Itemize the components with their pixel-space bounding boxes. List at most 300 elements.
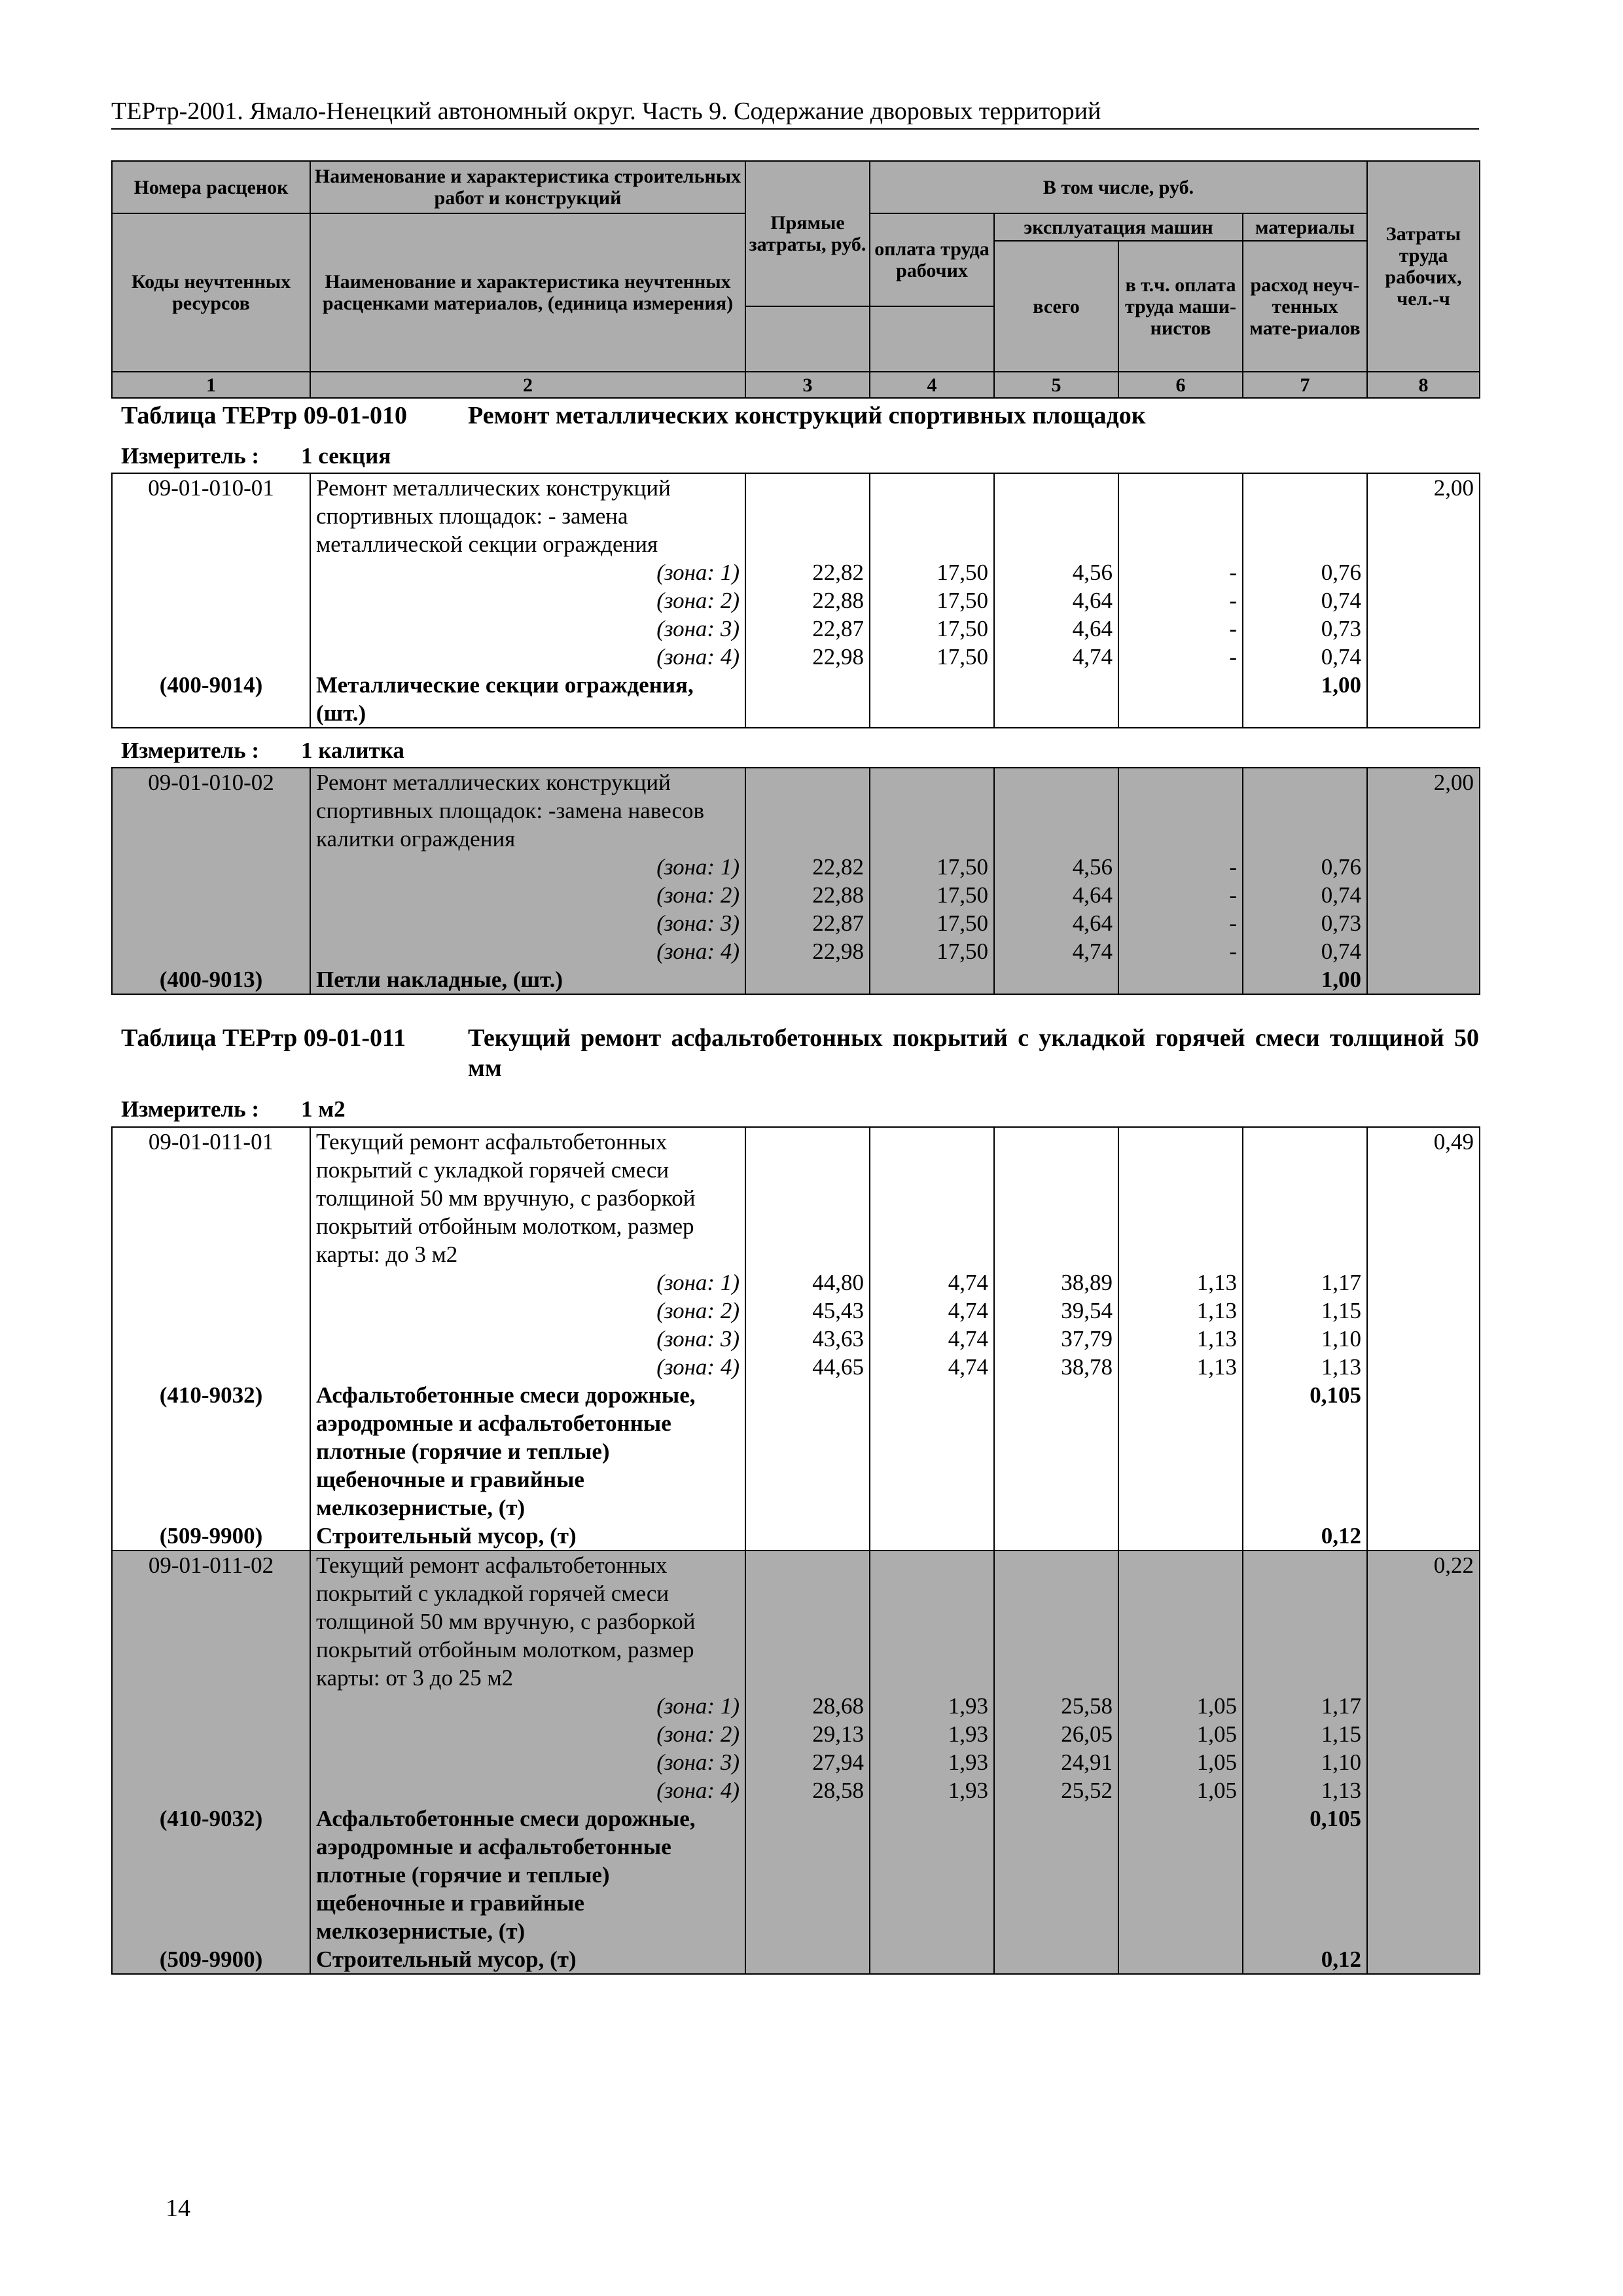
empty-cell (1367, 1325, 1480, 1353)
empty-cell (1367, 853, 1480, 881)
zone-row (112, 1748, 1480, 1776)
empty-cell (1367, 909, 1480, 937)
empty-cell (870, 768, 994, 853)
zone-row (112, 1268, 1480, 1297)
empty-cell (1367, 1381, 1480, 1522)
unit-line (121, 738, 404, 764)
zone-row (112, 1776, 1480, 1804)
col-rate-numbers: Номера расценок (112, 161, 310, 213)
unit-line (121, 1096, 346, 1122)
empty-cell (994, 1127, 1118, 1268)
direct-cost: 29,13 (745, 1720, 870, 1748)
empty-cell (870, 473, 994, 558)
unit-label: Измеритель : (121, 738, 260, 763)
empty-cell (112, 1297, 310, 1325)
empty-cell (1367, 937, 1480, 965)
empty-cell (1118, 1381, 1243, 1522)
col-number-3: 3 (745, 372, 870, 398)
materials-cost: 1,17 (1243, 1692, 1367, 1720)
empty-cell (1367, 558, 1480, 586)
table-code: Таблица ТЕРтр 09-01-010 (121, 402, 408, 429)
rate-table (111, 767, 1480, 995)
empty-cell (870, 965, 994, 994)
empty-cell (112, 1692, 310, 1720)
zone-label: (зона: 1) (310, 1268, 745, 1297)
machinists-pay: 1,05 (1118, 1776, 1243, 1804)
empty-cell (1118, 1127, 1243, 1268)
empty-cell (1367, 965, 1480, 994)
empty-cell (1118, 1551, 1243, 1692)
materials-cost: 0,73 (1243, 615, 1367, 643)
zone-row (112, 937, 1480, 965)
labor-pay: 4,74 (870, 1297, 994, 1325)
col-number-1: 1 (112, 372, 310, 398)
unit-value: 1 м2 (301, 1096, 346, 1122)
rate-name-line: калитки ограждения (316, 826, 516, 852)
machinists-pay: - (1118, 643, 1243, 671)
machines-total: 24,91 (994, 1748, 1118, 1776)
zone-row (112, 586, 1480, 615)
empty-cell (112, 643, 310, 671)
empty-cell (994, 1522, 1118, 1551)
labor-pay: 4,74 (870, 1325, 994, 1353)
col-including: В том числе, руб. (870, 161, 1367, 213)
labor-pay: 1,93 (870, 1776, 994, 1804)
col-work-name: Наименование и характеристика строительных работ и конструкций (310, 161, 745, 213)
machines-total: 4,64 (994, 909, 1118, 937)
materials-cost: 1,13 (1243, 1776, 1367, 1804)
labor-pay: 1,93 (870, 1720, 994, 1748)
resource-row (112, 1522, 1480, 1551)
resource-row (112, 1381, 1480, 1522)
empty-cell (1118, 1522, 1243, 1551)
labor-cost: 2,00 (1367, 768, 1480, 853)
empty-cell (1118, 671, 1243, 728)
resource-code: (509-9900) (112, 1522, 310, 1551)
zone-row (112, 881, 1480, 909)
rate-name-line: спортивных площадок: -замена навесов (316, 798, 705, 823)
resource-name (310, 1381, 745, 1522)
zone-label: (зона: 3) (310, 1748, 745, 1776)
empty-cell (1118, 473, 1243, 558)
zone-label: (зона: 2) (310, 1297, 745, 1325)
empty-cell (112, 881, 310, 909)
rate-name-line: спортивных площадок: - замена (316, 503, 628, 529)
empty-cell (112, 1325, 310, 1353)
direct-cost: 45,43 (745, 1297, 870, 1325)
zone-row (112, 909, 1480, 937)
rate-name-line: толщиной 50 мм вручную, с разборкой (316, 1185, 696, 1211)
direct-cost: 44,80 (745, 1268, 870, 1297)
empty-cell (745, 965, 870, 994)
empty-cell (745, 671, 870, 728)
resource-name-line: мелкозернистые, (т) (316, 1495, 526, 1520)
rate-name-line: карты: до 3 м2 (316, 1242, 458, 1267)
zone-label: (зона: 2) (310, 586, 745, 615)
labor-pay: 17,50 (870, 586, 994, 615)
direct-cost: 22,87 (745, 909, 870, 937)
machines-total: 4,74 (994, 643, 1118, 671)
labor-cost: 2,00 (1367, 473, 1480, 558)
zone-label: (зона: 3) (310, 615, 745, 643)
empty-cell (994, 1804, 1118, 1945)
col-materials-name: Наименование и характеристика неучтенных расценками материалов, (единица измерения) (310, 213, 745, 372)
empty-cell (1367, 1353, 1480, 1381)
resource-name (310, 671, 745, 728)
labor-cost: 0,22 (1367, 1551, 1480, 1692)
machinists-pay: 1,05 (1118, 1720, 1243, 1748)
empty-cell (1367, 1748, 1480, 1776)
rate-code: 09-01-011-02 (112, 1551, 310, 1692)
col-labor-costs: Затраты труда рабочих, чел.-ч (1367, 161, 1480, 372)
zone-row (112, 1353, 1480, 1381)
machines-total: 4,64 (994, 615, 1118, 643)
resource-name (310, 1804, 745, 1945)
empty-cell (745, 1551, 870, 1692)
col-labor-pay-cont (870, 306, 994, 372)
empty-cell (1367, 1268, 1480, 1297)
rate-name-line: карты: от 3 до 25 м2 (316, 1665, 514, 1691)
rate-code: 09-01-011-01 (112, 1127, 310, 1268)
resource-row (112, 671, 1480, 728)
empty-cell (870, 671, 994, 728)
resource-quantity: 1,00 (1243, 671, 1367, 728)
direct-cost: 22,87 (745, 615, 870, 643)
rate-row (112, 768, 1480, 853)
empty-cell (112, 1268, 310, 1297)
direct-cost: 22,88 (745, 881, 870, 909)
labor-pay: 4,74 (870, 1268, 994, 1297)
materials-cost: 1,13 (1243, 1353, 1367, 1381)
empty-cell (1367, 1692, 1480, 1720)
machines-total: 26,05 (994, 1720, 1118, 1748)
rate-name-line: Текущий ремонт асфальтобетонных (316, 1552, 668, 1578)
machines-total: 37,79 (994, 1325, 1118, 1353)
labor-pay: 17,50 (870, 909, 994, 937)
empty-cell (112, 1353, 310, 1381)
resource-row (112, 1945, 1480, 1974)
unit-label: Измеритель : (121, 1096, 260, 1122)
rate-name-line: металлической секции ограждения (316, 531, 658, 557)
unit-value: 1 калитка (301, 738, 404, 763)
materials-cost: 0,74 (1243, 881, 1367, 909)
materials-cost: 1,10 (1243, 1748, 1367, 1776)
table-name: Ремонт металлических конструкций спортивных площадок (468, 402, 1146, 429)
table-name: Текущий ремонт асфальтобетонных покрытий с укладкой горячей смеси толщиной 50 мм (468, 1024, 1479, 1082)
resource-row (112, 1804, 1480, 1945)
empty-cell (1367, 1945, 1480, 1974)
materials-cost: 0,74 (1243, 937, 1367, 965)
rate-name (310, 768, 745, 853)
col-machinists-pay: в т.ч. оплата труда маши-нистов (1118, 241, 1243, 372)
zone-label: (зона: 3) (310, 909, 745, 937)
materials-cost: 0,73 (1243, 909, 1367, 937)
resource-name (310, 1522, 745, 1551)
col-number-8: 8 (1367, 372, 1480, 398)
resource-name-line: Металлические секции ограждения, (316, 672, 694, 698)
rate-row (112, 1551, 1480, 1692)
materials-cost: 0,74 (1243, 586, 1367, 615)
resource-name-line: аэродромные и асфальтобетонные (316, 1410, 671, 1436)
col-number-2: 2 (310, 372, 745, 398)
labor-pay: 17,50 (870, 937, 994, 965)
zone-row (112, 1325, 1480, 1353)
zone-row (112, 853, 1480, 881)
empty-cell (1367, 1297, 1480, 1325)
column-header-table (111, 160, 1480, 399)
empty-cell (112, 1776, 310, 1804)
col-machines: эксплуатация машин (994, 213, 1243, 241)
resource-code: (509-9900) (112, 1945, 310, 1974)
zone-label: (зона: 4) (310, 937, 745, 965)
col-number-7: 7 (1243, 372, 1367, 398)
materials-cost: 1,10 (1243, 1325, 1367, 1353)
rate-name-line: Ремонт металлических конструкций (316, 475, 671, 501)
labor-pay: 1,93 (870, 1748, 994, 1776)
empty-cell (1367, 1776, 1480, 1804)
zone-row (112, 558, 1480, 586)
labor-pay: 4,74 (870, 1353, 994, 1381)
rate-code: 09-01-010-01 (112, 473, 310, 558)
resource-code: (400-9014) (112, 671, 310, 728)
empty-cell (112, 853, 310, 881)
empty-cell (745, 1804, 870, 1945)
direct-cost: 22,88 (745, 586, 870, 615)
empty-cell (1367, 586, 1480, 615)
resource-row (112, 965, 1480, 994)
machinists-pay: 1,05 (1118, 1748, 1243, 1776)
resource-name-line: Строительный мусор, (т) (316, 1946, 577, 1972)
empty-cell (994, 965, 1118, 994)
empty-cell (1367, 615, 1480, 643)
zone-label: (зона: 4) (310, 643, 745, 671)
zone-row (112, 615, 1480, 643)
rate-name-line: покрытий с укладкой горячей смеси (316, 1157, 669, 1183)
col-direct-costs: Прямые затраты, руб. (745, 161, 870, 306)
unit-line (121, 443, 391, 469)
machines-total: 4,64 (994, 586, 1118, 615)
zone-label: (зона: 2) (310, 1720, 745, 1748)
materials-cost: 1,15 (1243, 1720, 1367, 1748)
empty-cell (1243, 473, 1367, 558)
zone-label: (зона: 2) (310, 881, 745, 909)
machinists-pay: - (1118, 615, 1243, 643)
empty-cell (1118, 1804, 1243, 1945)
col-machines-total: всего (994, 241, 1118, 372)
zone-row (112, 1692, 1480, 1720)
empty-cell (745, 473, 870, 558)
empty-cell (994, 1945, 1118, 1974)
empty-cell (1367, 1522, 1480, 1551)
empty-cell (112, 558, 310, 586)
direct-cost: 43,63 (745, 1325, 870, 1353)
empty-cell (1118, 768, 1243, 853)
unit-value: 1 секция (301, 443, 391, 469)
rate-name-line: Ремонт металлических конструкций (316, 770, 671, 795)
col-resource-codes: Коды неучтенных ресурсов (112, 213, 310, 372)
materials-cost: 0,76 (1243, 558, 1367, 586)
zone-label: (зона: 1) (310, 1692, 745, 1720)
empty-cell (745, 1127, 870, 1268)
empty-cell (745, 768, 870, 853)
machines-total: 4,56 (994, 853, 1118, 881)
unit-label: Измеритель : (121, 443, 260, 469)
col-labor-pay: оплата труда рабочих (870, 213, 994, 306)
machinists-pay: - (1118, 558, 1243, 586)
empty-cell (994, 671, 1118, 728)
empty-cell (112, 937, 310, 965)
empty-cell (1367, 1720, 1480, 1748)
machinists-pay: 1,05 (1118, 1692, 1243, 1720)
resource-code: (400-9013) (112, 965, 310, 994)
resource-code: (410-9032) (112, 1804, 310, 1945)
empty-cell (1118, 1945, 1243, 1974)
rate-table (111, 1126, 1480, 1975)
machinists-pay: - (1118, 881, 1243, 909)
empty-cell (1367, 671, 1480, 728)
resource-name-line: (шт.) (316, 700, 366, 726)
zone-row (112, 1297, 1480, 1325)
direct-cost: 44,65 (745, 1353, 870, 1381)
col-number-5: 5 (994, 372, 1118, 398)
zone-label: (зона: 1) (310, 853, 745, 881)
col-direct-costs-cont (745, 306, 870, 372)
empty-cell (994, 1551, 1118, 1692)
empty-cell (1118, 965, 1243, 994)
machinists-pay: - (1118, 586, 1243, 615)
materials-cost: 0,74 (1243, 643, 1367, 671)
empty-cell (112, 1720, 310, 1748)
labor-pay: 17,50 (870, 643, 994, 671)
labor-pay: 17,50 (870, 615, 994, 643)
resource-quantity: 0,105 (1243, 1381, 1367, 1522)
zone-label: (зона: 3) (310, 1325, 745, 1353)
resource-quantity: 0,105 (1243, 1804, 1367, 1945)
zone-label: (зона: 1) (310, 558, 745, 586)
zone-label: (зона: 4) (310, 1776, 745, 1804)
rate-name-line: толщиной 50 мм вручную, с разборкой (316, 1609, 696, 1634)
machines-total: 39,54 (994, 1297, 1118, 1325)
col-number-6: 6 (1118, 372, 1243, 398)
empty-cell (1367, 643, 1480, 671)
machines-total: 38,78 (994, 1353, 1118, 1381)
direct-cost: 22,82 (745, 558, 870, 586)
resource-name-line: щебеночные и гравийные (316, 1890, 584, 1916)
machines-total: 4,74 (994, 937, 1118, 965)
machinists-pay: 1,13 (1118, 1297, 1243, 1325)
rate-name-line: Текущий ремонт асфальтобетонных (316, 1129, 668, 1155)
direct-cost: 22,98 (745, 643, 870, 671)
direct-cost: 22,98 (745, 937, 870, 965)
labor-pay: 17,50 (870, 558, 994, 586)
machinists-pay: 1,13 (1118, 1268, 1243, 1297)
rate-code: 09-01-010-02 (112, 768, 310, 853)
resource-name-line: Петли накладные, (шт.) (316, 967, 563, 992)
machines-total: 4,56 (994, 558, 1118, 586)
resource-name-line: плотные (горячие и теплые) (316, 1862, 610, 1888)
labor-pay: 17,50 (870, 853, 994, 881)
empty-cell (994, 1381, 1118, 1522)
direct-cost: 28,58 (745, 1776, 870, 1804)
empty-cell (870, 1522, 994, 1551)
materials-cost: 0,76 (1243, 853, 1367, 881)
machines-total: 4,64 (994, 881, 1118, 909)
machinists-pay: 1,13 (1118, 1325, 1243, 1353)
rate-name (310, 1551, 745, 1692)
direct-cost: 27,94 (745, 1748, 870, 1776)
empty-cell (745, 1522, 870, 1551)
machines-total: 25,52 (994, 1776, 1118, 1804)
empty-cell (994, 473, 1118, 558)
resource-name-line: Асфальтобетонные смеси дорожные, (316, 1806, 696, 1831)
labor-pay: 1,93 (870, 1692, 994, 1720)
rate-row (112, 473, 1480, 558)
empty-cell (112, 1748, 310, 1776)
empty-cell (112, 586, 310, 615)
rate-row (112, 1127, 1480, 1268)
direct-cost: 28,68 (745, 1692, 870, 1720)
machinists-pay: 1,13 (1118, 1353, 1243, 1381)
empty-cell (870, 1127, 994, 1268)
zone-row (112, 643, 1480, 671)
empty-cell (112, 615, 310, 643)
resource-name-line: плотные (горячие и теплые) (316, 1439, 610, 1464)
resource-name-line: мелкозернистые, (т) (316, 1918, 526, 1944)
rate-name (310, 473, 745, 558)
rate-name-line: покрытий с укладкой горячей смеси (316, 1581, 669, 1606)
empty-cell (1243, 768, 1367, 853)
table-code: Таблица ТЕРтр 09-01-011 (121, 1024, 406, 1052)
resource-code: (410-9032) (112, 1381, 310, 1522)
rate-table (111, 473, 1480, 728)
machines-total: 38,89 (994, 1268, 1118, 1297)
empty-cell (1367, 881, 1480, 909)
empty-cell (1367, 1804, 1480, 1945)
materials-cost: 1,17 (1243, 1268, 1367, 1297)
zone-label: (зона: 4) (310, 1353, 745, 1381)
labor-pay: 17,50 (870, 881, 994, 909)
resource-name-line: щебеночные и гравийные (316, 1467, 584, 1492)
empty-cell (870, 1381, 994, 1522)
col-materials: материалы (1243, 213, 1367, 241)
empty-cell (112, 909, 310, 937)
document-running-header: ТЕРтр-2001. Ямало-Ненецкий автономный округ. Часть 9. Содержание дворовых территорий (111, 97, 1479, 130)
empty-cell (994, 768, 1118, 853)
labor-cost: 0,49 (1367, 1127, 1480, 1268)
empty-cell (745, 1945, 870, 1974)
rate-name (310, 1127, 745, 1268)
machinists-pay: - (1118, 909, 1243, 937)
resource-name-line: Строительный мусор, (т) (316, 1523, 577, 1549)
col-number-4: 4 (870, 372, 994, 398)
rate-name-line: покрытий отбойным молотком, размер (316, 1213, 694, 1239)
resource-name (310, 1945, 745, 1974)
resource-name-line: аэродромные и асфальтобетонные (316, 1834, 671, 1859)
empty-cell (870, 1804, 994, 1945)
resource-name-line: Асфальтобетонные смеси дорожные, (316, 1382, 696, 1408)
resource-quantity: 0,12 (1243, 1945, 1367, 1974)
empty-cell (745, 1381, 870, 1522)
empty-cell (870, 1551, 994, 1692)
direct-cost: 22,82 (745, 853, 870, 881)
resource-quantity: 0,12 (1243, 1522, 1367, 1551)
empty-cell (870, 1945, 994, 1974)
resource-quantity: 1,00 (1243, 965, 1367, 994)
materials-cost: 1,15 (1243, 1297, 1367, 1325)
rate-name-line: покрытий отбойным молотком, размер (316, 1637, 694, 1662)
empty-cell (1243, 1127, 1367, 1268)
resource-name (310, 965, 745, 994)
